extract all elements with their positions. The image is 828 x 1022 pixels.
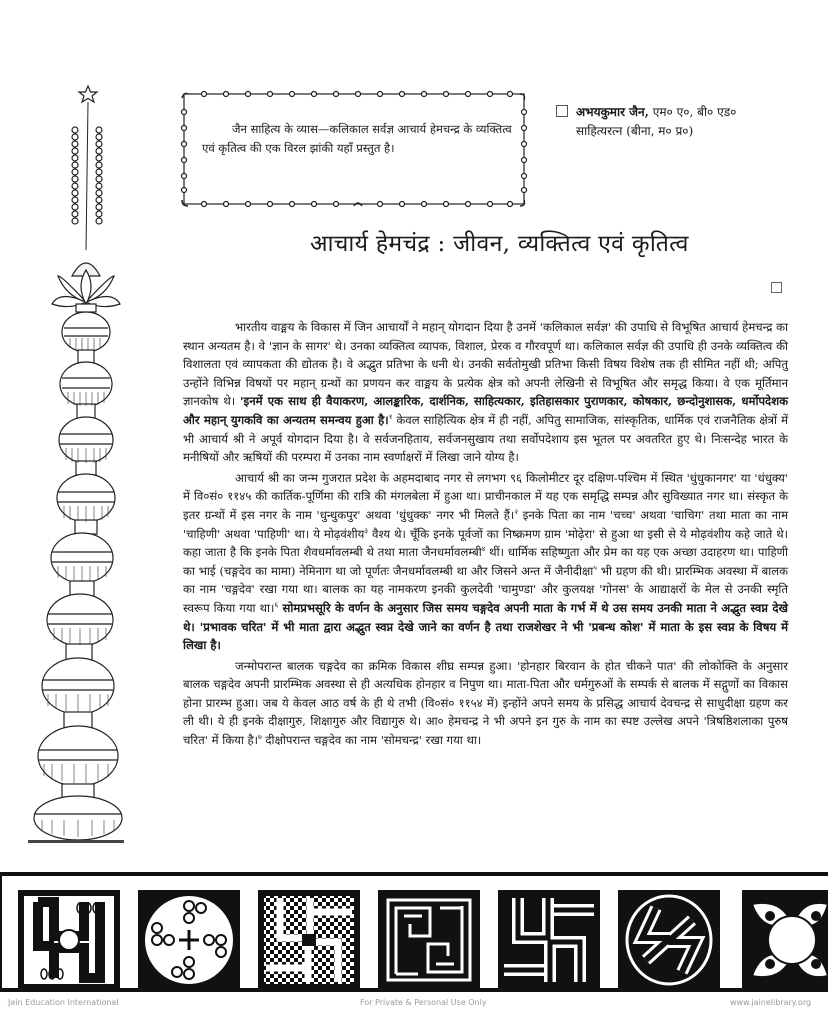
- intro-callout-box: [180, 90, 528, 208]
- intro-summary-text: जैन साहित्य के व्यास—कलिकाल सर्वज्ञ आचार्य हेमचन्द्र के व्यक्तित्व एवं कृतित्व की एक विरल झांकी यहाँ प्रस्तुत है।: [202, 122, 512, 155]
- author-degrees: एम० ए०, बी० एड०: [648, 105, 737, 119]
- article-body: [183, 318, 788, 752]
- author-block: [556, 103, 736, 141]
- footer-publisher: Jain Education International: [8, 998, 119, 1007]
- paragraph-text: इनके पिता का नाम 'चच्च' अथवा 'चाचिग' तथा माता का नाम 'चाहिणी' अथवा 'पाहिणी' था। ये मोढ़वंशीय: [183, 507, 788, 541]
- swastika-circle-icon: [618, 890, 720, 990]
- paragraph-text: दीक्षोपरान्त चङ्गदेव का नाम 'सोमचन्द्र' रखा गया था।: [261, 733, 482, 748]
- kalash-pillar-ornament: [0, 80, 180, 860]
- bold-passage: सोमप्रभसूरि के वर्णन के अनुसार जिस समय चङ्गदेव अपनी माता के गर्भ में थे उस समय उनकी माता ने अद्भुत स्वप्न देखे थे। 'प्रभावक चरित' में भी माता द्वारा अद्भुत स्वप्न देखे जाने का वर्णन है तथा राजशेखर ने भी 'प्रबन्ध कोश' में माता के इस स्वप्न के विषय में लिखा है।: [183, 600, 788, 653]
- footnote-ref[interactable]: ७: [258, 733, 262, 742]
- paragraph-2: [183, 469, 788, 655]
- footnote-ref[interactable]: ३: [364, 526, 369, 535]
- paragraph-text: थीं। धार्मिक सहिष्णुता और प्रेम का यह एक अच्छा उदाहरण था। पाहिणी का भाई (चङ्गदेव का मामा) नेमिनाग था जो पूर्णतः जैनधर्मावलम्बी था और जिसने अन्त में जैनीदीक्षा: [183, 545, 789, 578]
- square-marker-icon: [771, 282, 782, 293]
- footer-website-link[interactable]: www.jainelibrary.org: [730, 998, 812, 1007]
- footnote-ref[interactable]: १: [388, 413, 393, 422]
- footer-usage-note: For Private & Personal Use Only: [360, 998, 487, 1007]
- author-name: अभयकुमार जैन,: [576, 105, 649, 119]
- paragraph-text: केवल साहित्यिक क्षेत्र में ही नहीं, अपितु सामाजिक, सांस्कृतिक, धार्मिक एवं राजनैतिक क्षेत्रों में भी आचार्य श्री ने अपूर्व योगदान दिया है। वे सर्वजनहिताय, सर्वजनसुखाय तथा सर्वोपदेशाय इस भूतल पर अवतरित हुए थे। निःसन्देह भारत के मनीषियों और ऋषियों की परम्परा में उनका नाम स्वर्णाक्षरों में लिखा जाने योग्य है।: [183, 412, 789, 465]
- paragraph-3: [183, 657, 788, 750]
- bold-quote: 'इनमें एक साथ ही वैयाकरण, आलङ्कारिक, दार्शनिक, साहित्यकार, इतिहासकार पुराणकार, कोषकार, छन्दोनुशासक, धर्मोपदेशक और महान् युगकवि का अन्यतम समन्वय हुआ है।: [183, 394, 788, 427]
- paragraph-1: [183, 318, 788, 467]
- checkbox-square-icon: [556, 105, 568, 117]
- author-affiliation: साहित्यरत्न (बीना, म० प्र०): [576, 124, 694, 138]
- swastika-curved-icon: [498, 890, 600, 990]
- paragraph-text: भी ग्रहण की थी। प्रारम्भिक अवस्था में बालक का नाम 'चङ्गदेव' रखा गया था। बालक का यह नामकरण इनकी कुलदेवी 'चामुण्डा' और कुलयक्ष 'गोनस' के आद्याक्षरों के मेल से उनकी स्मृति स्वरूप किया गया था।: [183, 563, 789, 615]
- footnote-ref[interactable]: २: [514, 508, 518, 517]
- paragraph-text: भारतीय वाङ्मय के विकास में जिन आचार्यों ने महान् योगदान दिया है उनमें 'कलिकाल सर्वज्ञ' की उपाधि से विभूषित आचार्य हेमचन्द्र का स्थान अन्यतम है। वे 'ज्ञान के सागर' थे। उनका व्यक्तित्व व्यापक, विशाल, प्रेरक व गौरवपूर्ण था। कलिकाल सर्वज्ञ की उपाधि ही उनके व्यक्तित्व की विशालता एवं व्यापकता की द्योतक है। वे अद्भुत प्रतिभा के धनी थे। उनकी सर्वतोमुखी प्रतिभा किसी विषय विशेष तक ही सीमित नहीं थी; अपितु उन्होंने विभिन्न विषयों पर महान् ग्रन्थों का प्रणयन कर वाङ्मय के प्रत्येक क्षेत्र को अपनी लेखिनी से विभूषित और समृद्ध किया। वे एक मूर्तिमान ज्ञानकोष थे।: [183, 320, 788, 409]
- ornament-strip: [0, 872, 828, 992]
- swastika-maze-icon: [378, 890, 480, 990]
- swastika-beaded-icon: [138, 890, 240, 990]
- swastika-floral-icon: [18, 890, 120, 990]
- paragraph-text: जन्मोपरान्त बालक चङ्गदेव का क्रमिक विकास शीघ्र सम्पन्न हुआ। 'होनहार बिरवान के होत चीकने पात' की लोकोक्ति के अनुसार बालक चङ्गदेव अपनी प्रारम्भिक अवस्था से ही अत्यधिक होनहार व निपुण था। माता-पिता और धर्मगुरुओं के सम्पर्क से बालक में सद्गुणों का विकास होना प्रारम्भ हुआ। जब ये केवल आठ वर्ष के ही थे तभी (वि०सं० ११५४ में) इन्होंने अपने समय के प्रसिद्ध आचार्य देवचन्द्र से साधुदीक्षा ग्रहण कर ली थी। ये ही इनके दीक्षागुरु, शिक्षागुरु और विद्यागुरु थे। आ० हेमचन्द्र ने भी अपने इन गुरु के नाम का स्पष्ट उल्लेख अपने 'त्रिषष्ठिशलाका पुरुष चरित' में किया है।: [183, 658, 788, 748]
- footnote-ref[interactable]: ६: [274, 601, 279, 610]
- swastika-checkered-icon: [258, 890, 360, 990]
- lotus-bird-motif-icon: [742, 890, 828, 990]
- footnote-ref[interactable]: ५: [593, 563, 597, 572]
- paragraph-text: आचार्य श्री का जन्म गुजरात प्रदेश के अहमदाबाद नगर से लगभग ९६ किलोमीटर दूर दक्षिण-पश्चिम में स्थित 'धुंधुकानगर' या 'धंधुक्य' में वि०सं० ११४५ की कार्तिक-पूर्णिमा की रात्रि की मंगलबेला में हुआ था। प्राचीनकाल में यह एक समृद्धि सम्पन्न और सुविख्यात नगर था। संस्कृत के इतर ग्रन्थों में इस नगर के नाम 'धुन्धुकपुर' अथवा 'धुंधुक्क' नगर भी मिलते हैं।: [183, 470, 788, 522]
- article-title: आचार्य हेमचंद्र : जीवन, व्यक्तित्व एवं कृतित्व: [310, 231, 689, 257]
- footnote-ref[interactable]: ४: [481, 545, 486, 554]
- paragraph-text: वैश्य थे। चूँकि इनके पूर्वजों का निष्क्रमण ग्राम 'मोढ़ेरा' से हुआ था इसी से ये मोढ़वंशीय कहे जाते थे। कहा जाता है कि इनके पिता शैवधर्मावलम्बी थे तथा माता जैनधर्मावलम्बी: [183, 526, 788, 560]
- pillar-illustration-icon: [0, 80, 180, 860]
